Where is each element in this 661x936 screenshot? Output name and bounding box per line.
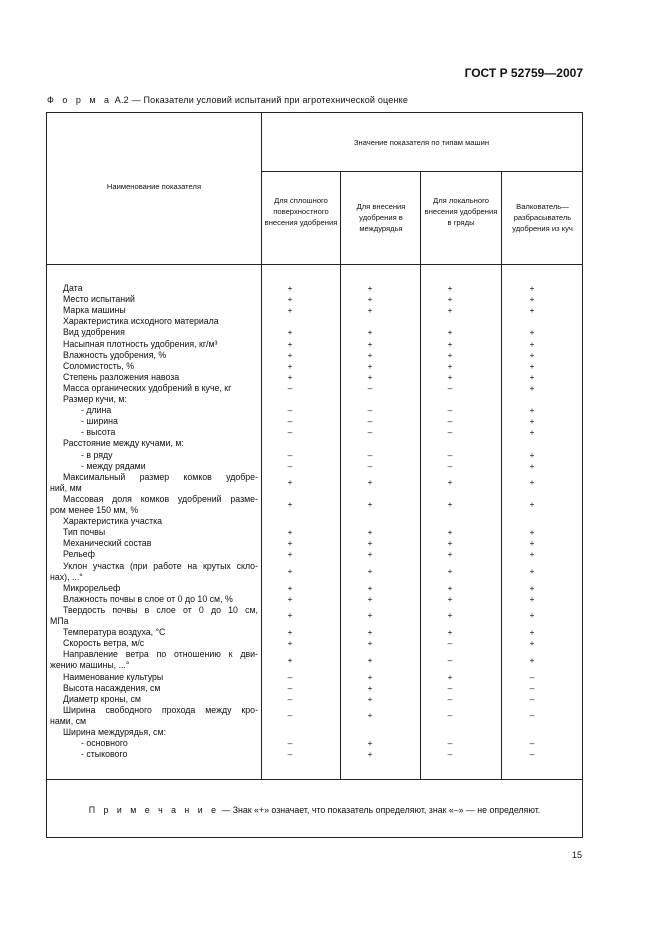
row-mark: + bbox=[529, 566, 535, 577]
row-mark: + bbox=[529, 499, 535, 510]
row-mark: + bbox=[529, 460, 535, 471]
row-mark: – bbox=[447, 405, 453, 416]
row-label: Ширина свободного прохода между кро- bbox=[63, 704, 258, 715]
note-text: — Знак «+» означает, что показатель определяют, знак «–» — не определяют. bbox=[221, 805, 541, 815]
row-mark: + bbox=[367, 610, 373, 621]
row-label: - длина bbox=[81, 405, 112, 416]
row-mark: + bbox=[529, 283, 535, 293]
row-mark: + bbox=[287, 371, 293, 382]
col-name-header: Наименование показателя bbox=[106, 182, 202, 191]
row-mark: + bbox=[447, 527, 453, 538]
row-mark: + bbox=[287, 499, 293, 510]
col-header-continuous: Для сплошного поверхностного внесения удобрения bbox=[264, 196, 338, 227]
col-divider bbox=[501, 171, 502, 779]
row-mark: + bbox=[529, 449, 535, 460]
row-mark: + bbox=[529, 371, 535, 382]
row-label: Вид удобрения bbox=[63, 327, 125, 338]
row-mark: + bbox=[447, 549, 453, 560]
row-label: - стыкового bbox=[81, 749, 128, 760]
row-mark: + bbox=[447, 627, 453, 638]
row-mark: + bbox=[529, 294, 535, 305]
row-label: Диаметр кроны, см bbox=[63, 693, 141, 704]
row-label: Максимальный размер комков удобре- bbox=[63, 471, 258, 482]
row-mark: + bbox=[367, 749, 373, 760]
row-mark: + bbox=[367, 738, 373, 749]
row-mark: – bbox=[287, 693, 293, 704]
row-label: жению машины, ...° bbox=[50, 660, 130, 671]
row-label: Место испытаний bbox=[63, 294, 135, 305]
row-mark: – bbox=[447, 449, 453, 460]
col-divider bbox=[420, 171, 421, 779]
row-mark: + bbox=[529, 582, 535, 593]
row-label: - между рядами bbox=[81, 460, 146, 471]
row-mark: + bbox=[529, 416, 535, 427]
row-mark: + bbox=[529, 327, 535, 338]
row-label: - ширина bbox=[81, 416, 118, 427]
row-label: Микрорельеф bbox=[63, 582, 121, 593]
row-mark: – bbox=[447, 710, 453, 721]
row-mark: – bbox=[447, 749, 453, 760]
row-label: Тип почвы bbox=[63, 527, 106, 538]
row-label: нами, см bbox=[50, 715, 87, 726]
form-number: А.2 bbox=[114, 95, 129, 105]
row-mark: – bbox=[287, 682, 293, 693]
row-mark: – bbox=[367, 460, 373, 471]
row-label: - в ряду bbox=[81, 449, 113, 460]
row-mark: + bbox=[529, 349, 535, 360]
row-mark: + bbox=[367, 499, 373, 510]
page-number: 15 bbox=[572, 850, 583, 860]
row-mark: + bbox=[367, 566, 373, 577]
row-mark: – bbox=[287, 710, 293, 721]
row-mark: – bbox=[529, 738, 535, 749]
row-mark: + bbox=[367, 327, 373, 338]
row-label: Ширина междурядья, см: bbox=[63, 727, 166, 737]
row-label: Влажность почвы в слое от 0 до 10 см, % bbox=[63, 593, 233, 604]
row-mark: + bbox=[447, 566, 453, 577]
row-mark: + bbox=[367, 654, 373, 665]
group-header: Значение показателя по типам машин bbox=[353, 138, 490, 147]
row-mark: + bbox=[367, 349, 373, 360]
row-mark: – bbox=[367, 416, 373, 427]
row-mark: + bbox=[287, 327, 293, 338]
header-bottom-line bbox=[47, 264, 582, 265]
row-mark: + bbox=[367, 593, 373, 604]
row-label: МПа bbox=[50, 615, 69, 626]
row-mark: + bbox=[447, 305, 453, 316]
row-mark: – bbox=[529, 671, 535, 682]
row-mark: – bbox=[287, 382, 293, 393]
col-header-local: Для локального внесения удобрения в гряды bbox=[424, 196, 498, 227]
col-divider bbox=[340, 171, 341, 779]
row-mark: + bbox=[529, 538, 535, 549]
row-mark: + bbox=[367, 549, 373, 560]
row-mark: – bbox=[367, 449, 373, 460]
row-mark: + bbox=[287, 627, 293, 638]
row-mark: – bbox=[447, 693, 453, 704]
row-mark: + bbox=[529, 405, 535, 416]
form-label: Ф о р м а bbox=[47, 95, 113, 105]
row-mark: – bbox=[287, 671, 293, 682]
row-mark: – bbox=[529, 710, 535, 721]
row-mark: + bbox=[287, 338, 293, 349]
row-mark: + bbox=[447, 582, 453, 593]
row-mark: + bbox=[447, 671, 453, 682]
row-label: Масса органических удобрений в куче, кг bbox=[63, 382, 232, 393]
row-mark: + bbox=[287, 593, 293, 604]
row-mark: + bbox=[367, 371, 373, 382]
row-mark: – bbox=[529, 749, 535, 760]
row-mark: + bbox=[529, 549, 535, 560]
row-label: Дата bbox=[63, 283, 83, 293]
row-mark: + bbox=[287, 582, 293, 593]
row-mark: + bbox=[529, 654, 535, 665]
row-mark: + bbox=[367, 477, 373, 488]
row-label: Расстояние между кучами, м: bbox=[63, 438, 184, 449]
row-label: Направление ветра по отношению к дви- bbox=[63, 649, 258, 660]
row-mark: + bbox=[447, 593, 453, 604]
row-mark: + bbox=[367, 671, 373, 682]
row-mark: + bbox=[447, 327, 453, 338]
row-mark: + bbox=[447, 349, 453, 360]
row-mark: + bbox=[287, 283, 293, 293]
row-mark: – bbox=[447, 416, 453, 427]
form-title bbox=[47, 95, 408, 105]
row-mark: – bbox=[447, 382, 453, 393]
row-label: Соломистость, % bbox=[63, 360, 135, 371]
row-label: - высота bbox=[81, 427, 116, 438]
row-mark: – bbox=[367, 405, 373, 416]
row-label: Твердость почвы в слое от 0 до 10 см, bbox=[63, 604, 258, 615]
row-mark: – bbox=[447, 427, 453, 438]
row-mark: – bbox=[287, 427, 293, 438]
row-mark: + bbox=[367, 360, 373, 371]
row-label: Температура воздуха, °С bbox=[63, 627, 166, 638]
row-mark: + bbox=[529, 627, 535, 638]
row-mark: – bbox=[287, 416, 293, 427]
row-label: Степень разложения навоза bbox=[63, 371, 180, 382]
row-mark: + bbox=[287, 538, 293, 549]
row-mark: + bbox=[287, 477, 293, 488]
row-mark: – bbox=[287, 738, 293, 749]
row-label: ний, мм bbox=[50, 482, 82, 493]
row-mark: + bbox=[287, 527, 293, 538]
row-mark: + bbox=[529, 338, 535, 349]
row-label: Марка машины bbox=[63, 305, 126, 316]
form-title-text: — Показатели условий испытаний при агротехнической оценке bbox=[131, 95, 409, 105]
row-mark: + bbox=[529, 527, 535, 538]
row-mark: + bbox=[287, 549, 293, 560]
row-mark: + bbox=[367, 682, 373, 693]
row-label: Рельеф bbox=[63, 549, 95, 560]
row-mark: + bbox=[367, 627, 373, 638]
row-mark: – bbox=[447, 460, 453, 471]
row-mark: + bbox=[529, 610, 535, 621]
row-mark: – bbox=[367, 427, 373, 438]
row-mark: + bbox=[447, 294, 453, 305]
note-divider bbox=[47, 779, 582, 780]
row-mark: – bbox=[367, 382, 373, 393]
row-mark: + bbox=[447, 371, 453, 382]
row-mark: – bbox=[287, 460, 293, 471]
row-mark: + bbox=[367, 283, 373, 293]
row-label: Характеристика участка bbox=[63, 516, 163, 527]
row-mark: – bbox=[529, 693, 535, 704]
row-mark: + bbox=[367, 638, 373, 649]
row-mark: + bbox=[529, 638, 535, 649]
row-mark: + bbox=[367, 710, 373, 721]
row-label: Уклон участка (при работе на крутых скло- bbox=[63, 560, 258, 571]
document-number: ГОСТ Р 52759—2007 bbox=[464, 66, 583, 80]
row-label: - основного bbox=[81, 738, 128, 749]
row-mark: + bbox=[367, 527, 373, 538]
row-mark: + bbox=[287, 638, 293, 649]
row-mark: + bbox=[287, 294, 293, 305]
row-mark: + bbox=[447, 338, 453, 349]
row-mark: – bbox=[447, 654, 453, 665]
row-label: Характеристика исходного материала bbox=[63, 316, 219, 327]
row-label: нах), ...° bbox=[50, 571, 83, 582]
row-mark: – bbox=[287, 449, 293, 460]
row-label: Влажность удобрения, % bbox=[63, 349, 167, 360]
row-mark: + bbox=[529, 477, 535, 488]
col-header-interrow: Для внесения удобрения в междурядья bbox=[356, 202, 406, 233]
row-label: ром менее 150 мм, % bbox=[50, 504, 139, 515]
row-mark: – bbox=[447, 638, 453, 649]
row-mark: + bbox=[287, 349, 293, 360]
row-mark: + bbox=[529, 382, 535, 393]
row-mark: + bbox=[367, 538, 373, 549]
indicators-table bbox=[46, 112, 583, 838]
row-label: Размер кучи, м: bbox=[63, 394, 127, 404]
row-mark: + bbox=[287, 610, 293, 621]
row-mark: + bbox=[529, 427, 535, 438]
row-mark: + bbox=[367, 693, 373, 704]
row-label: Массовая доля комков удобрений разме- bbox=[63, 493, 258, 504]
row-mark: + bbox=[367, 582, 373, 593]
row-label: Насыпная плотность удобрения, кг/м³ bbox=[63, 338, 218, 349]
row-label: Механический состав bbox=[63, 538, 152, 549]
row-mark: + bbox=[447, 499, 453, 510]
row-mark: + bbox=[287, 305, 293, 316]
row-mark: – bbox=[287, 405, 293, 416]
note-label: П р и м е ч а н и е bbox=[88, 805, 219, 815]
header-divider bbox=[261, 171, 582, 172]
row-mark: + bbox=[287, 566, 293, 577]
row-mark: + bbox=[367, 294, 373, 305]
row-label: Высота насаждения, см bbox=[63, 682, 161, 693]
row-mark: + bbox=[447, 610, 453, 621]
row-mark: + bbox=[447, 538, 453, 549]
row-mark: + bbox=[287, 360, 293, 371]
row-mark: + bbox=[447, 360, 453, 371]
row-mark: – bbox=[447, 682, 453, 693]
row-label: Наименование культуры bbox=[63, 671, 164, 682]
row-mark: + bbox=[367, 338, 373, 349]
row-mark: – bbox=[287, 749, 293, 760]
row-mark: + bbox=[529, 360, 535, 371]
row-mark: + bbox=[447, 283, 453, 293]
col-divider bbox=[261, 113, 262, 779]
row-mark: + bbox=[447, 477, 453, 488]
row-mark: + bbox=[367, 305, 373, 316]
row-mark: + bbox=[529, 305, 535, 316]
row-mark: – bbox=[447, 738, 453, 749]
row-mark: – bbox=[529, 682, 535, 693]
row-label: Скорость ветра, м/с bbox=[63, 638, 145, 649]
row-mark: + bbox=[529, 593, 535, 604]
row-mark: + bbox=[287, 654, 293, 665]
table-note bbox=[47, 805, 582, 815]
col-header-windrower: Валкователь— разбрасыватель удобрения из куч bbox=[512, 202, 573, 233]
